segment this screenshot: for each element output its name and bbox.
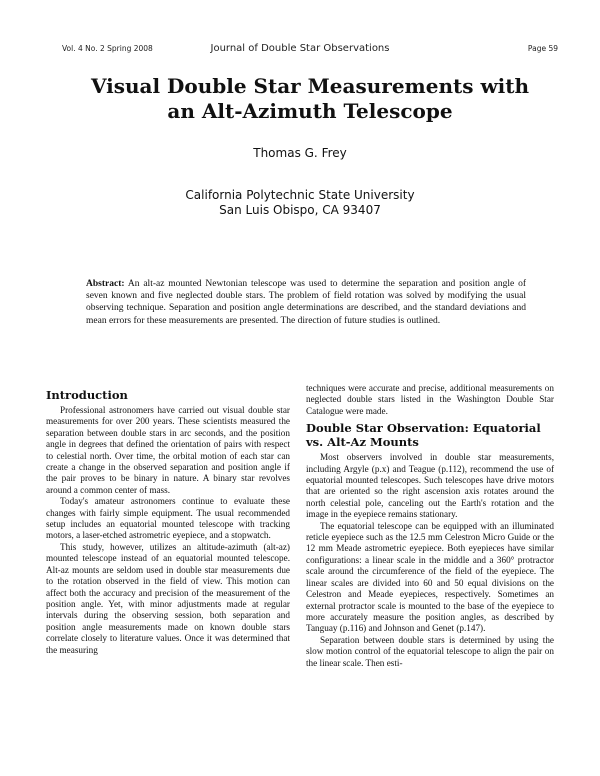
affiliation-institution: California Polytechnic State University [185, 188, 415, 202]
introduction-heading: Introduction [46, 388, 128, 402]
right-column [306, 383, 554, 669]
abstract-text: An alt-az mounted Newtonian telescope was used to determine the separation and position angle of seven known and five neglected double stars. The problem of field rotation was solved by modifying the usual observing technique. Separation and position angle determinations are described, and the standard deviations and mean errors for these measurements are presented. The direction of future studies is outlined. [86, 279, 526, 326]
title-line-1: Visual Double Star Measurements with [90, 74, 530, 98]
abstract-label: Abstract: [86, 279, 125, 289]
section-paragraph: Most observers involved in double star measurements, including Argyle (p.x) and Teague (p.112), recommend the use of equatorial mounted telescopes. Such telescopes have drive motors that are oriented so the right ascension axis rotates around the north celestial pole, canceling out the Earth's rotation and the image in the eyepiece remains stationary. [306, 452, 554, 520]
affiliation-address: San Luis Obispo, CA 93407 [219, 203, 381, 217]
introduction-paragraph: Professional astronomers have carried out visual double star measurements for over 200 years. These scientists measured the separation between double stars in arc seconds, and the position angle in degrees that defined the orientation of pairs with respect to celestial north. Over time, the orbital motion of each star can create a change in the observed separation and position angle if the pair proves to be binary in nature. A binary star revolves around a common center of mass. [46, 405, 290, 495]
introduction-paragraph: Today's amateur astronomers continue to evaluate these changes with fairly simple equipment. The usual recommended setup includes an equatorial mounted telescope with tracking motors, a laser-etched astrometric eyepiece, and a stopwatch. [46, 496, 290, 541]
section-paragraph: The equatorial telescope can be equipped with an illuminated reticle eyepiece such as the 12.5 mm Celestron Micro Guide or the 12 mm Meade astrometric eyepiece. Both eyepieces have similar configurations: a linear scale in the middle and a 360° protractor scale around the circumference of the field of the eyepiece. The linear scales are divided into 60 and 50 equal divisions on the Celestron and Meade eyepieces, respectively. Sometimes an external protractor scale is mounted to the base of the eyepiece to more accurately measure the position angles, as described by Tanguay (p.116) and Johnson and Genet (p.147). [306, 520, 554, 634]
volume-info: Vol. 4 No. 2 Spring 2008 [62, 44, 153, 53]
introduction-paragraph-continued: techniques were accurate and precise, additional measurements on neglected double stars listed in the Washington Double Star Catalogue were made. [306, 383, 554, 416]
journal-name: Journal of Double Star Observations [210, 43, 390, 54]
affiliation [0, 188, 600, 218]
abstract [86, 278, 526, 327]
author-name: Thomas G. Frey [253, 146, 347, 160]
title-line-2: an Alt-Azimuth Telescope [167, 99, 453, 123]
introduction-paragraph: This study, however, utilizes an altitude-azimuth (alt-az) mounted telescope instead of an equatorial mounted telescope. Alt-az mounts are seldom used in double star measurements due to the rotation observed in the field of view. This motion can affect both the accuracy and precision of the measurement of the position angle. Yet, with minor adjustments made at regular intervals during the observing session, both separation and position angle measurements made on known double stars correlate closely to literature values. Once it was determined that the measuring [46, 541, 290, 655]
paper-title [60, 74, 560, 124]
left-column [46, 388, 290, 656]
section-heading: Double Star Observation: Equatorial vs. Alt-Az Mounts [306, 421, 541, 450]
section-paragraph: Separation between double stars is determined by using the slow motion control of the equatorial telescope to align the pair on the linear scale. Then esti- [306, 634, 554, 668]
page-number: Page 59 [527, 44, 558, 53]
